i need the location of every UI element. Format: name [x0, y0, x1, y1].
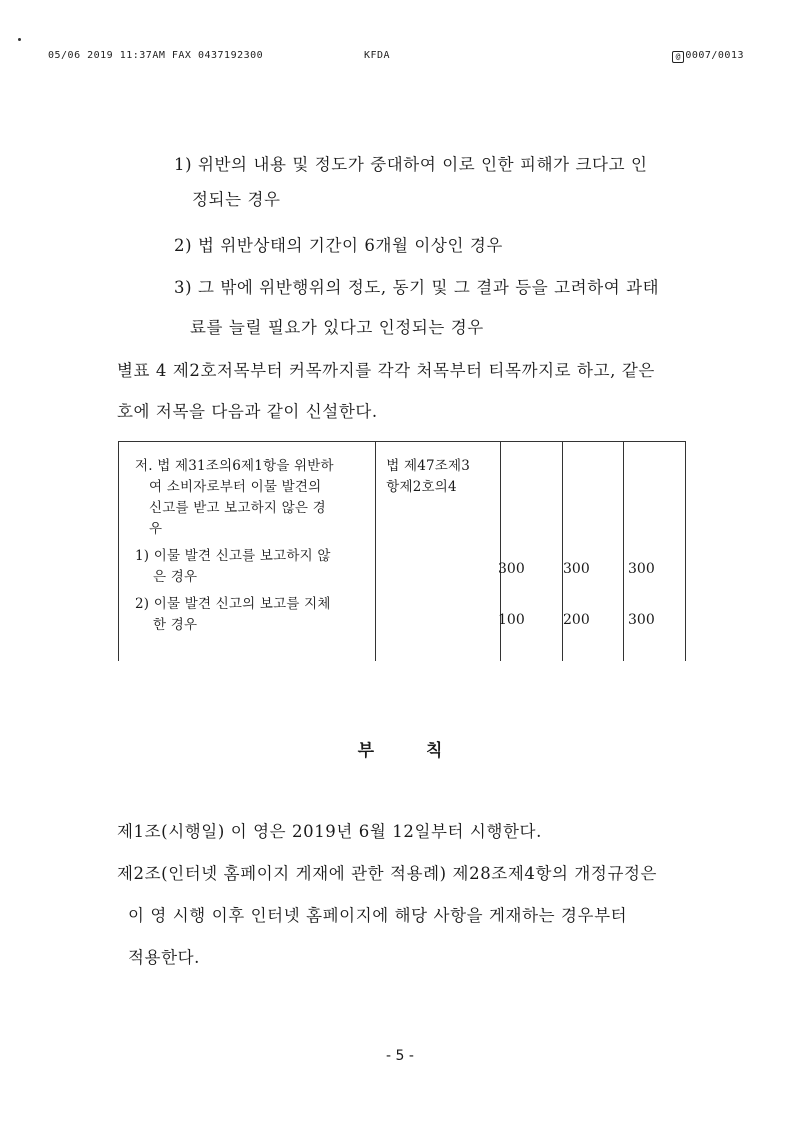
- body-line: 료를 늘릴 필요가 있다고 인정되는 경우: [190, 318, 484, 337]
- supplementary-title: [0, 736, 800, 761]
- fax-page: 0007/0013: [685, 50, 744, 61]
- body-line: 1) 위반의 내용 및 정도가 중대하여 이로 인한 피해가 크다고 인: [174, 155, 648, 174]
- supplementary-line: 제2조(인터넷 홈페이지 게재에 관한 적용례) 제28조제4항의 개정규정은: [117, 864, 658, 883]
- table-item-text: [119, 442, 376, 662]
- table-text-line: 여 소비자로부터 이물 발견의: [149, 479, 322, 495]
- body-line: 정되는 경우: [192, 190, 281, 209]
- table-amount-col-1: [501, 442, 563, 662]
- table-value: 300: [498, 561, 525, 577]
- table-text-line: 우: [149, 521, 163, 537]
- page-number: - 5 -: [386, 1048, 414, 1064]
- table-law-line: 법 제47조제3: [386, 458, 471, 474]
- fax-datetime: 05/06 2019 11:37AM FAX 0437192300: [48, 50, 264, 61]
- body-line: 3) 그 밖에 위반행위의 정도, 동기 및 그 결과 등을 고려하여 과태: [174, 278, 660, 297]
- fax-header: [0, 50, 800, 66]
- fax-sender: KFDA: [364, 50, 391, 61]
- body-line: 호에 저목을 다음과 같이 신설한다.: [117, 402, 378, 421]
- supplementary-line: 제1조(시행일) 이 영은 2019년 6월 12일부터 시행한다.: [117, 822, 542, 841]
- scan-speck: [18, 38, 21, 41]
- fax-page-counter: [672, 50, 744, 63]
- penalty-table: [118, 441, 686, 661]
- table-text-line: 한 경우: [153, 617, 198, 633]
- body-line: 2) 법 위반상태의 기간이 6개월 이상인 경우: [174, 236, 503, 255]
- table-text-line: 2) 이물 발견 신고의 보고를 지체: [135, 596, 331, 612]
- table-amount-col-3: [624, 442, 686, 662]
- table-value: 300: [628, 561, 655, 577]
- supplementary-line: 적용한다.: [128, 948, 201, 967]
- table-text-line: 신고를 받고 보고하지 않은 경: [149, 500, 326, 516]
- title-char: 칙: [426, 741, 443, 761]
- table-value: 100: [498, 612, 525, 628]
- table-text-line: 1) 이물 발견 신고를 보고하지 않: [135, 548, 331, 564]
- table-text-line: 저. 법 제31조의6제1항을 위반하: [135, 458, 334, 474]
- title-char: 부: [357, 741, 374, 761]
- table-value: 300: [563, 561, 590, 577]
- body-line: 별표 4 제2호저목부터 커목까지를 각각 처목부터 티목까지로 하고, 같은: [117, 361, 655, 380]
- fax-mark-icon: @: [672, 51, 684, 63]
- supplementary-line: 이 영 시행 이후 인터넷 홈페이지에 해당 사항을 게재하는 경우부터: [128, 906, 628, 925]
- table-law-line: 항제2호의4: [386, 479, 457, 495]
- table-value: 300: [628, 612, 655, 628]
- table-law-cell: [376, 442, 501, 662]
- table-amount-col-2: [562, 442, 624, 662]
- table-text-line: 은 경우: [153, 569, 198, 585]
- table-value: 200: [563, 612, 590, 628]
